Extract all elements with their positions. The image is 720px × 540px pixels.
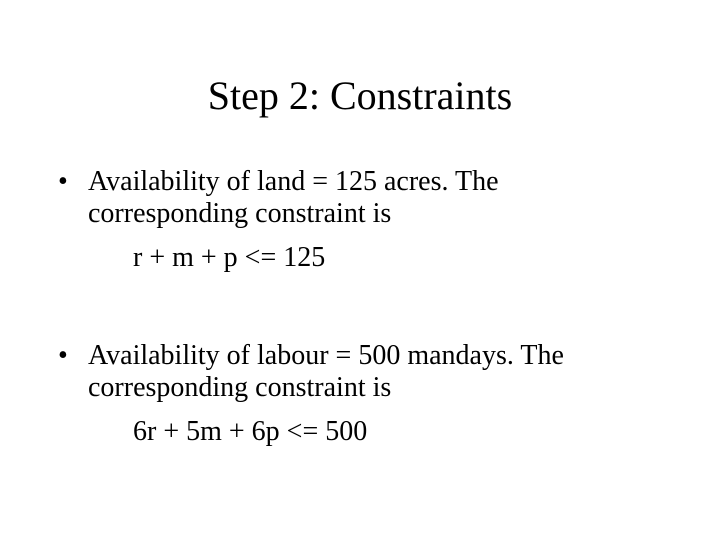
- bullet-dot-icon: •: [58, 166, 68, 197]
- bullet-text-line: corresponding constraint is: [88, 372, 392, 403]
- bullet-text-line: Availability of land = 125 acres. The: [88, 166, 499, 197]
- bullet-dot-icon: •: [58, 340, 68, 371]
- bullet-row: [58, 340, 698, 404]
- bullet-land: [58, 166, 698, 274]
- bullet-text-line: corresponding constraint is: [88, 198, 392, 229]
- slide-title: Step 2: Constraints: [207, 73, 513, 118]
- constraint-formula: r + m + p <= 125: [133, 242, 326, 273]
- bullet-labour: [58, 340, 698, 448]
- bullet-text-line: Availability of labour = 500 mandays. The: [88, 340, 564, 371]
- constraint-formula: 6r + 5m + 6p <= 500: [133, 416, 368, 447]
- bullet-row: [58, 166, 698, 230]
